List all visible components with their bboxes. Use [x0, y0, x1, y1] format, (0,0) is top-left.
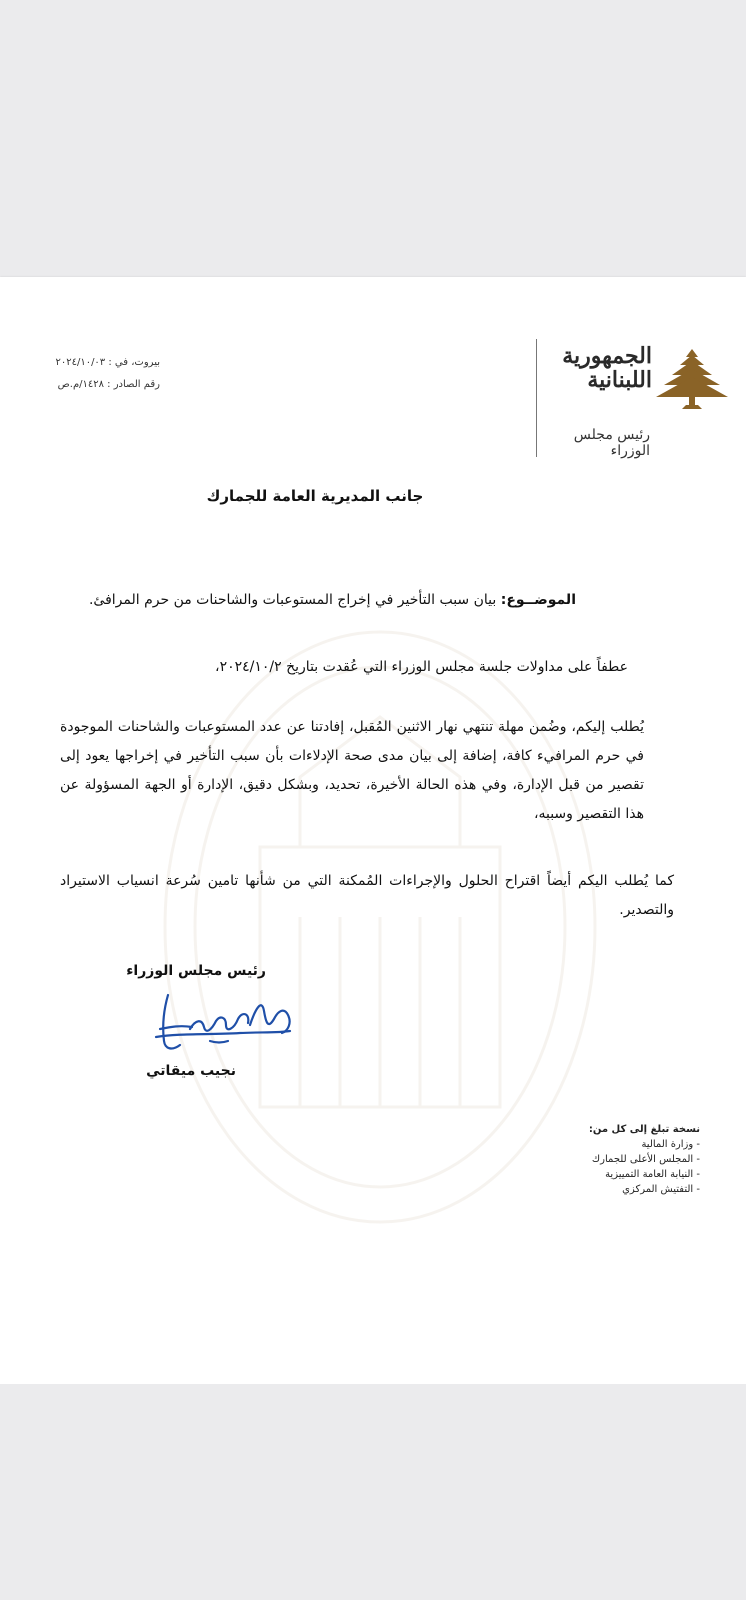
- screen-bottom-margin: [0, 1384, 746, 1600]
- header-divider: [536, 339, 537, 457]
- letterhead-logo: [552, 344, 652, 392]
- cedar-emblem-icon: [654, 347, 730, 417]
- letterhead-office: رئيس مجلس الوزراء: [573, 427, 650, 459]
- letter-page: [0, 277, 746, 1384]
- paragraph-3: كما يُطلب اليكم أيضاً اقتراح الحلول والإجراءات المُمكنة التي من شأنها تامين سُرعة انسياب الاستيراد والتصدير.: [60, 873, 674, 918]
- reference-number: رقم الصادر : ١٤٢٨/م.ص: [57, 379, 160, 390]
- copy-recipient: - المجلس الأعلى للجمارك: [591, 1154, 700, 1165]
- copies-title: نسخة تبلغ إلى كل من:: [588, 1124, 700, 1135]
- paragraph-1: عطفاً على مداولات جلسة مجلس الوزراء التي عُقدت بتاريخ ٢٠٢٤/١٠/٢،: [215, 659, 628, 675]
- addressee: جانب المديرية العامة للجمارك: [206, 487, 424, 505]
- screen-top-margin: [0, 0, 746, 277]
- copy-recipient: - التفتيش المركزي: [622, 1184, 700, 1195]
- letter-date: بيروت، في : ٢٠٢٤/١٠/٠٣: [55, 357, 160, 368]
- signatory-name: نجيب ميقاتي: [146, 1063, 236, 1079]
- subject-line: [60, 592, 576, 608]
- copy-recipient: - وزارة المالية: [641, 1139, 700, 1150]
- copies-list: [540, 1122, 700, 1197]
- logo-line-1: الجمهورية: [562, 343, 652, 369]
- subject-label: الموضــوع:: [500, 592, 576, 608]
- subject-text: بيان سبب التأخير في إخراج المستوعبات والشاحنات من حرم المرافئ.: [88, 592, 497, 608]
- handwritten-signature: [150, 989, 300, 1061]
- paragraph-2: يُطلب إليكم، وضُمن مهلة تنتهي نهار الاثنين المُقبل، إفادتنا عن عدد المستوعبات والشاحنات الموجودة في حرم المرافيء كافة، إضافة إلى بيان مدى صحة الإدلاءات بأن سبب التأخير في إخراجها يعود إلى تقصير من قبل الإدارة، وفي هذه الحالة الأخيرة، تحديد، وبشكل دقيق، الإدارة أو الجهة المسؤولة عن هذا التقصير وسببه،: [60, 719, 644, 822]
- signatory-title: رئيس مجلس الوزراء: [126, 963, 266, 979]
- copy-recipient: - النيابة العامة التمييزية: [605, 1169, 700, 1180]
- logo-line-2: اللبنانية: [587, 367, 652, 393]
